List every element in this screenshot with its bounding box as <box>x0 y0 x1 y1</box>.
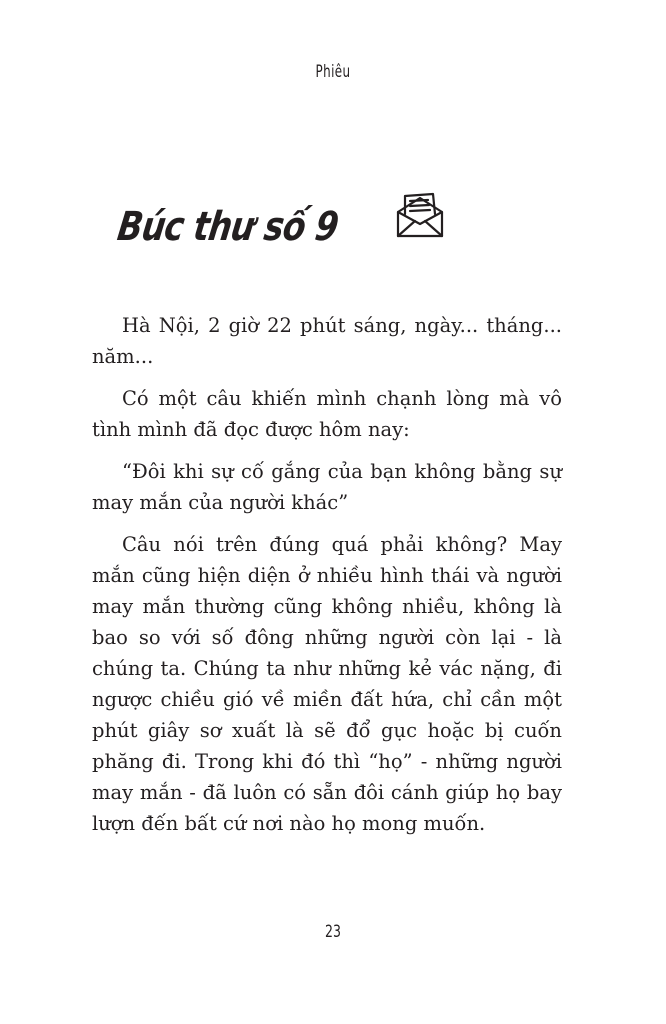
letter-body <box>92 310 562 850</box>
paragraph-quote: “Đôi khi sự cố gắng của bạn không bằng sự may mắn của người khác” <box>92 460 562 514</box>
paragraph-intro: Có một câu khiến mình chạnh lòng mà vô tình mình đã đọc được hôm nay: <box>92 387 562 441</box>
running-header: Phiêu <box>315 62 351 82</box>
envelope-letter-icon <box>392 190 448 242</box>
chapter-title: Búc thư số 9 <box>114 204 341 250</box>
paragraph-date-line: Hà Nội, 2 giờ 22 phút sáng, ngày... tháng... năm... <box>92 314 562 368</box>
paragraph-reflection: Câu nói trên đúng quá phải không? May mắn cũng hiện diện ở nhiều hình thái và người may mắn thường cũng không nhiều, không là bao so với số đông những người còn lại - là chúng ta. Chúng ta như những kẻ vác nặng, đi ngược chiều gió về miền đất hứa, chỉ cần một phút giây sơ xuất là sẽ đổ gục hoặc bị cuốn phăng đi. Trong khi đó thì “họ” - những người may mắn - đã luôn có sẵn đôi cánh giúp họ bay lượn đến bất cứ nơi nào họ mong muốn. <box>92 533 562 835</box>
page-number: 23 <box>325 922 341 942</box>
